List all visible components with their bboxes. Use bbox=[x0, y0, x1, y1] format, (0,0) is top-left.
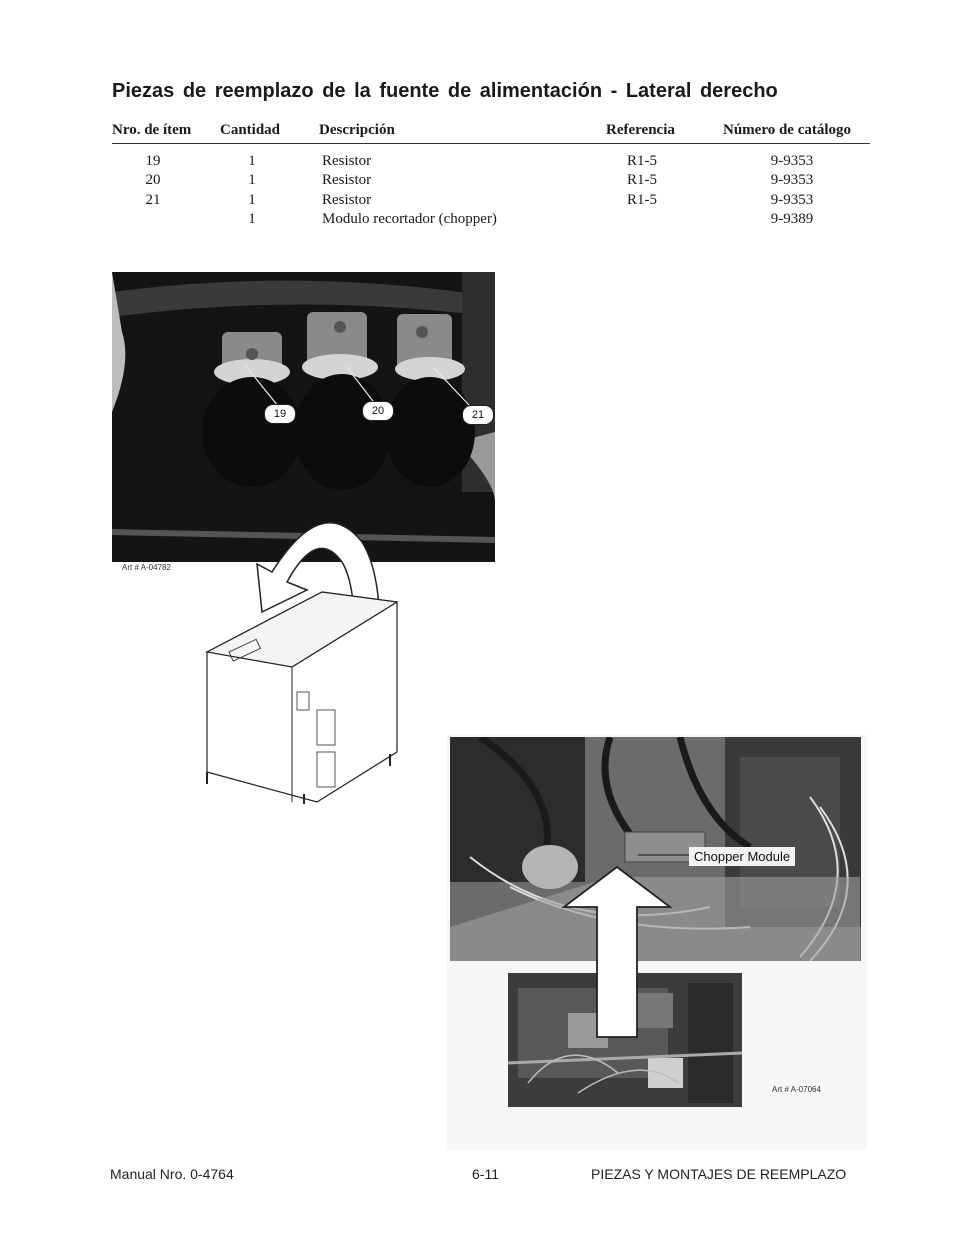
table-row bbox=[112, 211, 870, 230]
table-row bbox=[112, 153, 870, 172]
cell-cat: 9-9353 bbox=[770, 191, 814, 208]
cell-qty: 1 bbox=[248, 172, 256, 189]
footer-manual-number: Manual Nro. 0-4764 bbox=[110, 1166, 234, 1182]
header-catalog-number: Número de catálogo bbox=[723, 122, 852, 138]
cell-cat: 9-9389 bbox=[770, 210, 814, 227]
cell-cat: 9-9353 bbox=[770, 172, 814, 189]
footer-page-number: 6-11 bbox=[472, 1166, 499, 1182]
up-arrow-icon bbox=[562, 865, 672, 1040]
machine-drawing bbox=[112, 502, 496, 805]
header-description: Descripción bbox=[319, 122, 395, 138]
cell-desc: Resistor bbox=[322, 153, 372, 169]
figure-chopper-module bbox=[447, 735, 867, 1150]
cell-desc: Resistor bbox=[322, 191, 372, 208]
cell-qty: 1 bbox=[248, 191, 256, 208]
cell-qty: 1 bbox=[248, 153, 256, 169]
footer-section-title: PIEZAS Y MONTAJES DE REEMPLAZO bbox=[591, 1166, 847, 1182]
cell-item: 20 bbox=[145, 172, 161, 189]
chopper-module-label: Chopper Module bbox=[689, 847, 795, 866]
cell-ref: R1-5 bbox=[627, 172, 657, 189]
table-row bbox=[112, 172, 870, 191]
cell-desc: Modulo recortador (chopper) bbox=[322, 210, 497, 227]
callout-19: 19 bbox=[264, 404, 296, 424]
callout-20: 20 bbox=[362, 401, 394, 421]
cell-desc: Resistor bbox=[322, 172, 372, 189]
cell-item: 19 bbox=[145, 153, 161, 169]
header-quantity: Cantidad bbox=[220, 122, 281, 138]
page-title: Piezas de reemplazo de la fuente de alimentación - Lateral derecho bbox=[112, 80, 778, 102]
cell-ref: R1-5 bbox=[627, 191, 657, 208]
table-header bbox=[112, 121, 870, 144]
parts-table bbox=[112, 121, 870, 230]
cell-qty: 1 bbox=[248, 210, 256, 227]
figure-resistors bbox=[112, 272, 496, 805]
cell-ref: R1-5 bbox=[627, 153, 657, 169]
cell-cat: 9-9353 bbox=[770, 153, 814, 169]
header-item-number: Nro. de ítem bbox=[112, 122, 192, 138]
art-number-1: Art # A-04782 bbox=[122, 563, 171, 572]
callout-21: 21 bbox=[462, 405, 494, 425]
cell-item: 21 bbox=[145, 191, 161, 208]
header-reference: Referencia bbox=[606, 122, 675, 138]
table-row bbox=[112, 192, 870, 211]
art-number-2: Art # A-07064 bbox=[772, 1085, 821, 1094]
